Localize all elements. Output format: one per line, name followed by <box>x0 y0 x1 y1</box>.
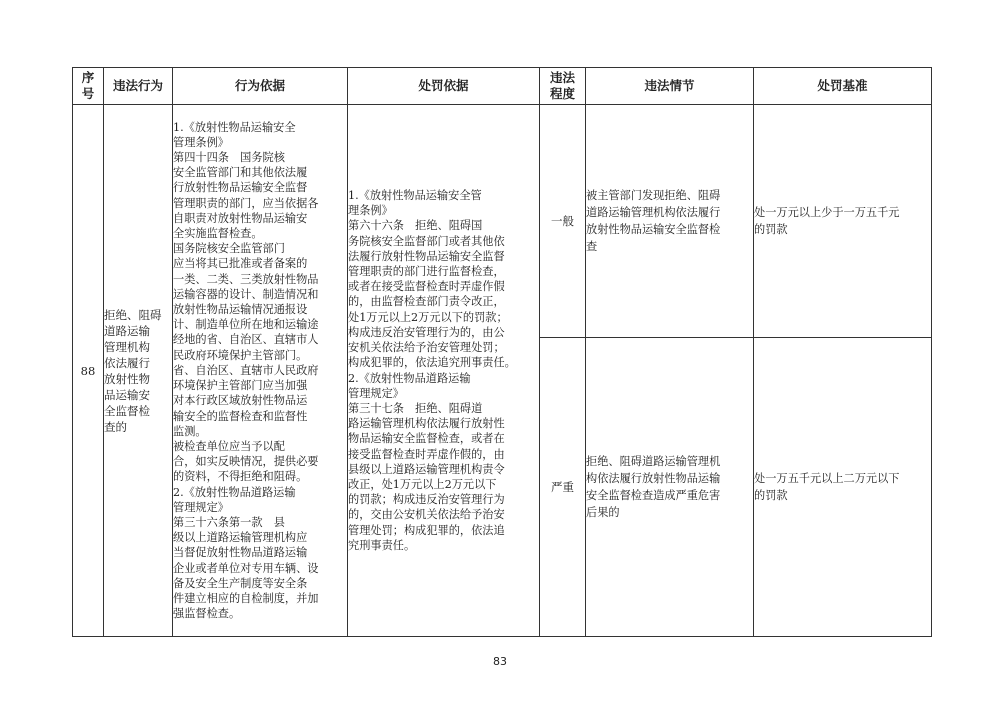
header-seq: 序 号 <box>73 68 104 105</box>
header-basis: 行为依据 <box>173 68 348 105</box>
page-number: 83 <box>493 655 507 668</box>
header-level: 违法 程度 <box>540 68 586 105</box>
header-row <box>73 68 932 105</box>
circumstance-general: 被主管部门发现拒绝、阻碍 道路运输管理机构依法履行 放射性物品运输安全监督检 查 <box>586 105 754 338</box>
penalty-table <box>72 67 932 637</box>
header-penalty-basis: 处罚依据 <box>348 68 540 105</box>
table-row <box>73 105 932 338</box>
circumstance-serious: 拒绝、阻碍道路运输管理机 构依法履行放射性物品运输 安全监督检查造成严重危害 后果的 <box>586 338 754 637</box>
level-general: 一般 <box>540 105 586 338</box>
row-seq: 88 <box>73 105 104 637</box>
row-act: 拒绝、阻碍 道路运输 管理机构 依法履行 放射性物 品运输安 全监督检 查的 <box>104 105 173 637</box>
header-circumstance: 违法情节 <box>586 68 754 105</box>
standard-serious: 处一万五千元以上二万元以下 的罚款 <box>754 338 932 637</box>
standard-general: 处一万元以上少于一万五千元 的罚款 <box>754 105 932 338</box>
row-penalty-basis: 1.《放射性物品运输安全管 理条例》 第六十六条 拒绝、阻碍国 务院核安全监督部门或者其他依 法履行放射性物品运输安全监督 管理职责的部门进行监督检查， 或者在接受监督检查时弄虚作假 的，由监督检查部门责令改正， 处1万元以上2万元以下的罚款； 构成违反治安管理行为的，由公 安机关依法给予治安管理处罚； 构成犯罪的，依法追究刑事责任。 2.《放射性物品道路运输 管理规定》 第三十七条 拒绝、阻碍道 路运输管理机构依法履行放射性 物品运输安全监督检查，或者在 接受监督检查时弄虚作假的，由 县级以上道路运输管理机构责令 改正，处1万元以上2万元以下 的罚款；构成违反治安管理行为 的，交由公安机关依法给予治安 管理处罚；构成犯罪的，依法追 究刑事责任。 <box>348 105 540 637</box>
header-standard: 处罚基准 <box>754 68 932 105</box>
level-serious: 严重 <box>540 338 586 637</box>
header-act: 违法行为 <box>104 68 173 105</box>
row-basis: 1.《放射性物品运输安全 管理条例》 第四十四条 国务院核 安全监管部门和其他依法履 行放射性物品运输安全监督 管理职责的部门，应当依据各 自职责对放射性物品运输安 全实施监督检查。 国务院核安全监管部门 应当将其已批准或者备案的 一类、二类、三类放射性物品 运输容器的设计、制造情况和 放射性物品运输情况通报设 计、制造单位所在地和运输途 经地的省、自治区、直辖市人 民政府环境保护主管部门。 省、自治区、直辖市人民政府 环境保护主管部门应当加强 对本行政区域放射性物品运 输安全的监督检查和监督性 监测。 被检查单位应当予以配 合，如实反映情况，提供必要 的资料，不得拒绝和阻碍。 2.《放射性物品道路运输 管理规定》 第三十六条第一款 县 级以上道路运输管理机构应 当督促放射性物品道路运输 企业或者单位对专用车辆、设 备及安全生产制度等安全条 件建立相应的自检制度，并加 强监督检查。 <box>173 105 348 637</box>
